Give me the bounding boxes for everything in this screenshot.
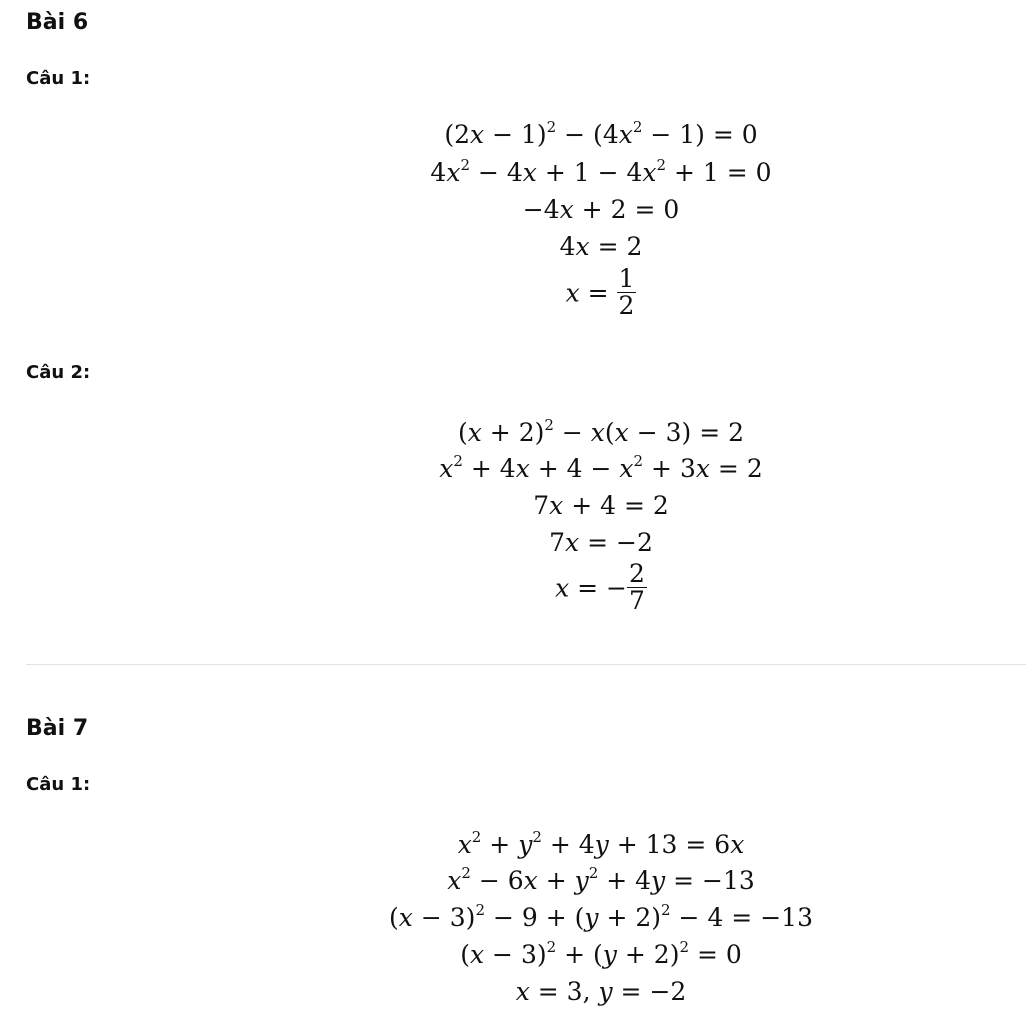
section-title-bai6: Bài 6 — [26, 10, 89, 35]
equation-line: 4x = 2 — [559, 232, 643, 261]
fraction-numerator: 2 — [629, 559, 645, 588]
equation-line: $x^2 + 4x + 4 - x^2 + 3x = 2$ — [439, 452, 763, 483]
question-label-bai6-cau2: Câu 2: — [26, 362, 91, 383]
fraction-numerator: 1 — [618, 264, 635, 293]
equation-line: 7x = −2 — [549, 528, 653, 557]
equation-line: 7x + 4 = 2 — [533, 491, 669, 520]
section-title-bai7: Bài 7 — [26, 716, 89, 741]
equation-line-final — [0, 559, 1026, 617]
equation-line: $(2x - 1)^2 - (4x^2 - 1) = 0$ — [444, 118, 758, 149]
equation-line: −4x + 2 = 0 — [522, 195, 680, 224]
equation-line: $(x + 2)^2 - x(x - 3) = 2$ — [457, 416, 745, 447]
fraction — [627, 561, 647, 615]
equation-line: $x^2 - 6x + y^2 + 4y = -13$ — [447, 864, 755, 895]
equation-lhs: x = − — [555, 573, 627, 603]
equation-line: x = 3, y = −2 — [515, 977, 687, 1006]
question-label-bai6-cau1: Câu 1: — [26, 68, 91, 89]
fraction — [617, 266, 637, 320]
question-label-bai7-cau1: Câu 1: — [26, 774, 91, 795]
equation-line: $x^2 + y^2 + 4y + 13 = 6x$ — [457, 828, 745, 859]
equation-line: $(x - 3)^2 - 9 + (y + 2)^2 - 4 = -13$ — [389, 901, 813, 932]
fraction-denominator: 7 — [629, 586, 645, 616]
section-divider — [26, 664, 1026, 665]
fraction-denominator: 2 — [618, 291, 635, 321]
equation-line: $(x - 3)^2 + (y + 2)^2 = 0$ — [460, 938, 742, 969]
equation-line: $4x^2 - 4x + 1 - 4x^2 + 1 = 0$ — [430, 156, 772, 187]
equation-line-final — [0, 264, 1026, 322]
equation-lhs: x = — [565, 278, 609, 308]
